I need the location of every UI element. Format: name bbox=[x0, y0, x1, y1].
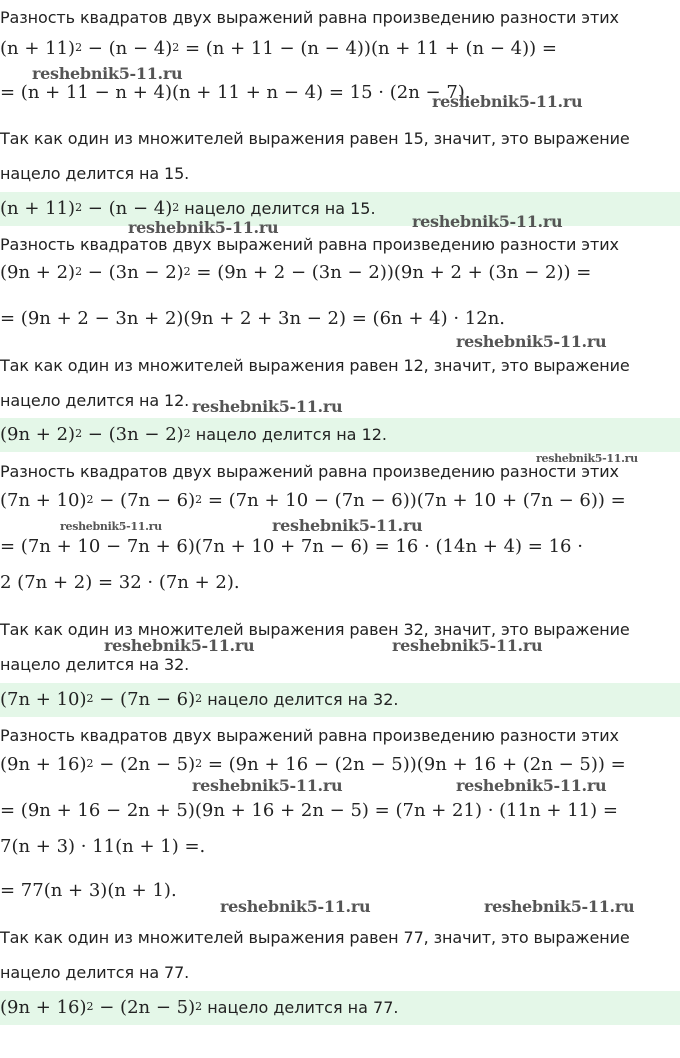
equation-3-line-3: 2 (7n + 2) = 32 · (7n + 2). bbox=[0, 572, 240, 593]
equation-2-line-2: = (9n + 2 − 3n + 2)(9n + 2 + 3n − 2) = (6n + 4) · 12n. bbox=[0, 308, 506, 329]
conclusion-1-line-1: Так как один из множителей выражения равен 15, значит, это выражение bbox=[0, 129, 630, 148]
answer-band-1: $(n + 11)^2 - (n - 4)^2$ нацело делится на 15. bbox=[0, 192, 680, 226]
watermark: reshebnik5-11.ru bbox=[104, 636, 255, 655]
answer-band-4: $(9n + 16)^2 - (2n - 5)^2$ нацело делится на 77. bbox=[0, 991, 680, 1025]
watermark: reshebnik5-11.ru bbox=[272, 516, 423, 535]
answer-band-2: $(9n + 2)^2 - (3n - 2)^2$ нацело делится на 12. bbox=[0, 418, 680, 452]
watermark: reshebnik5-11.ru bbox=[192, 776, 343, 795]
watermark: reshebnik5-11.ru bbox=[412, 212, 563, 231]
conclusion-2-line-2: нацело делится на 12. bbox=[0, 391, 190, 410]
watermark: reshebnik5-11.ru bbox=[456, 332, 607, 351]
conclusion-3-line-2: нацело делится на 32. bbox=[0, 655, 190, 674]
watermark: reshebnik5-11.ru bbox=[536, 452, 638, 465]
equation-1-line-2: = (n + 11 − n + 4)(n + 11 + n − 4) = 15 · (2n − 7). bbox=[0, 82, 471, 103]
equation-3-line-2: = (7n + 10 − 7n + 6)(7n + 10 + 7n − 6) = 16 · (14n + 4) = 16 · bbox=[0, 536, 583, 557]
conclusion-1-line-2: нацело делится на 15. bbox=[0, 164, 190, 183]
intro-text-4: Разность квадратов двух выражений равна произведению разности этих bbox=[0, 726, 619, 745]
equation-4-line-1: $(9n + 16)^2 - (2n - 5)^2 = (9n + 16 - (2n - 5))(9n + 16 + (2n - 5))$ = bbox=[0, 754, 626, 775]
conclusion-4-line-2: нацело делится на 77. bbox=[0, 963, 190, 982]
watermark: reshebnik5-11.ru bbox=[192, 397, 343, 416]
intro-text-3: Разность квадратов двух выражений равна произведению разности этих bbox=[0, 462, 619, 481]
watermark: reshebnik5-11.ru bbox=[220, 897, 371, 916]
watermark: reshebnik5-11.ru bbox=[484, 897, 635, 916]
watermark: reshebnik5-11.ru bbox=[128, 218, 279, 237]
equation-4-line-2: = (9n + 16 − 2n + 5)(9n + 16 + 2n − 5) = (7n + 21) · (11n + 11) = bbox=[0, 800, 618, 821]
watermark: reshebnik5-11.ru bbox=[60, 520, 162, 533]
equation-4-line-4: = 77(n + 3)(n + 1). bbox=[0, 880, 177, 901]
equation-4-line-3: 7(n + 3) · 11(n + 1) =. bbox=[0, 836, 206, 857]
watermark: reshebnik5-11.ru bbox=[32, 64, 183, 83]
conclusion-2-line-1: Так как один из множителей выражения равен 12, значит, это выражение bbox=[0, 356, 630, 375]
watermark: reshebnik5-11.ru bbox=[392, 636, 543, 655]
equation-2-line-1: $(9n + 2)^2 - (3n - 2)^2 = (9n + 2 - (3n - 2))(9n + 2 + (3n - 2))$ = bbox=[0, 262, 592, 283]
equation-1-line-1: $(n + 11)^2 - (n - 4)^2 = (n + 11 - (n - 4))(n + 11 + (n - 4))$ = bbox=[0, 38, 557, 59]
intro-text-2: Разность квадратов двух выражений равна произведению разности этих bbox=[0, 235, 619, 254]
answer-band-3: $(7n + 10)^2 - (7n - 6)^2$ нацело делится на 32. bbox=[0, 683, 680, 717]
intro-text-1: Разность квадратов двух выражений равна произведению разности этих bbox=[0, 8, 619, 27]
watermark: reshebnik5-11.ru bbox=[456, 776, 607, 795]
conclusion-3-line-1: Так как один из множителей выражения равен 32, значит, это выражение bbox=[0, 620, 630, 639]
equation-3-line-1: $(7n + 10)^2 - (7n - 6)^2 = (7n + 10 - (7n - 6))(7n + 10 + (7n - 6))$ = bbox=[0, 490, 626, 511]
watermark: reshebnik5-11.ru bbox=[432, 92, 583, 111]
conclusion-4-line-1: Так как один из множителей выражения равен 77, значит, это выражение bbox=[0, 928, 630, 947]
